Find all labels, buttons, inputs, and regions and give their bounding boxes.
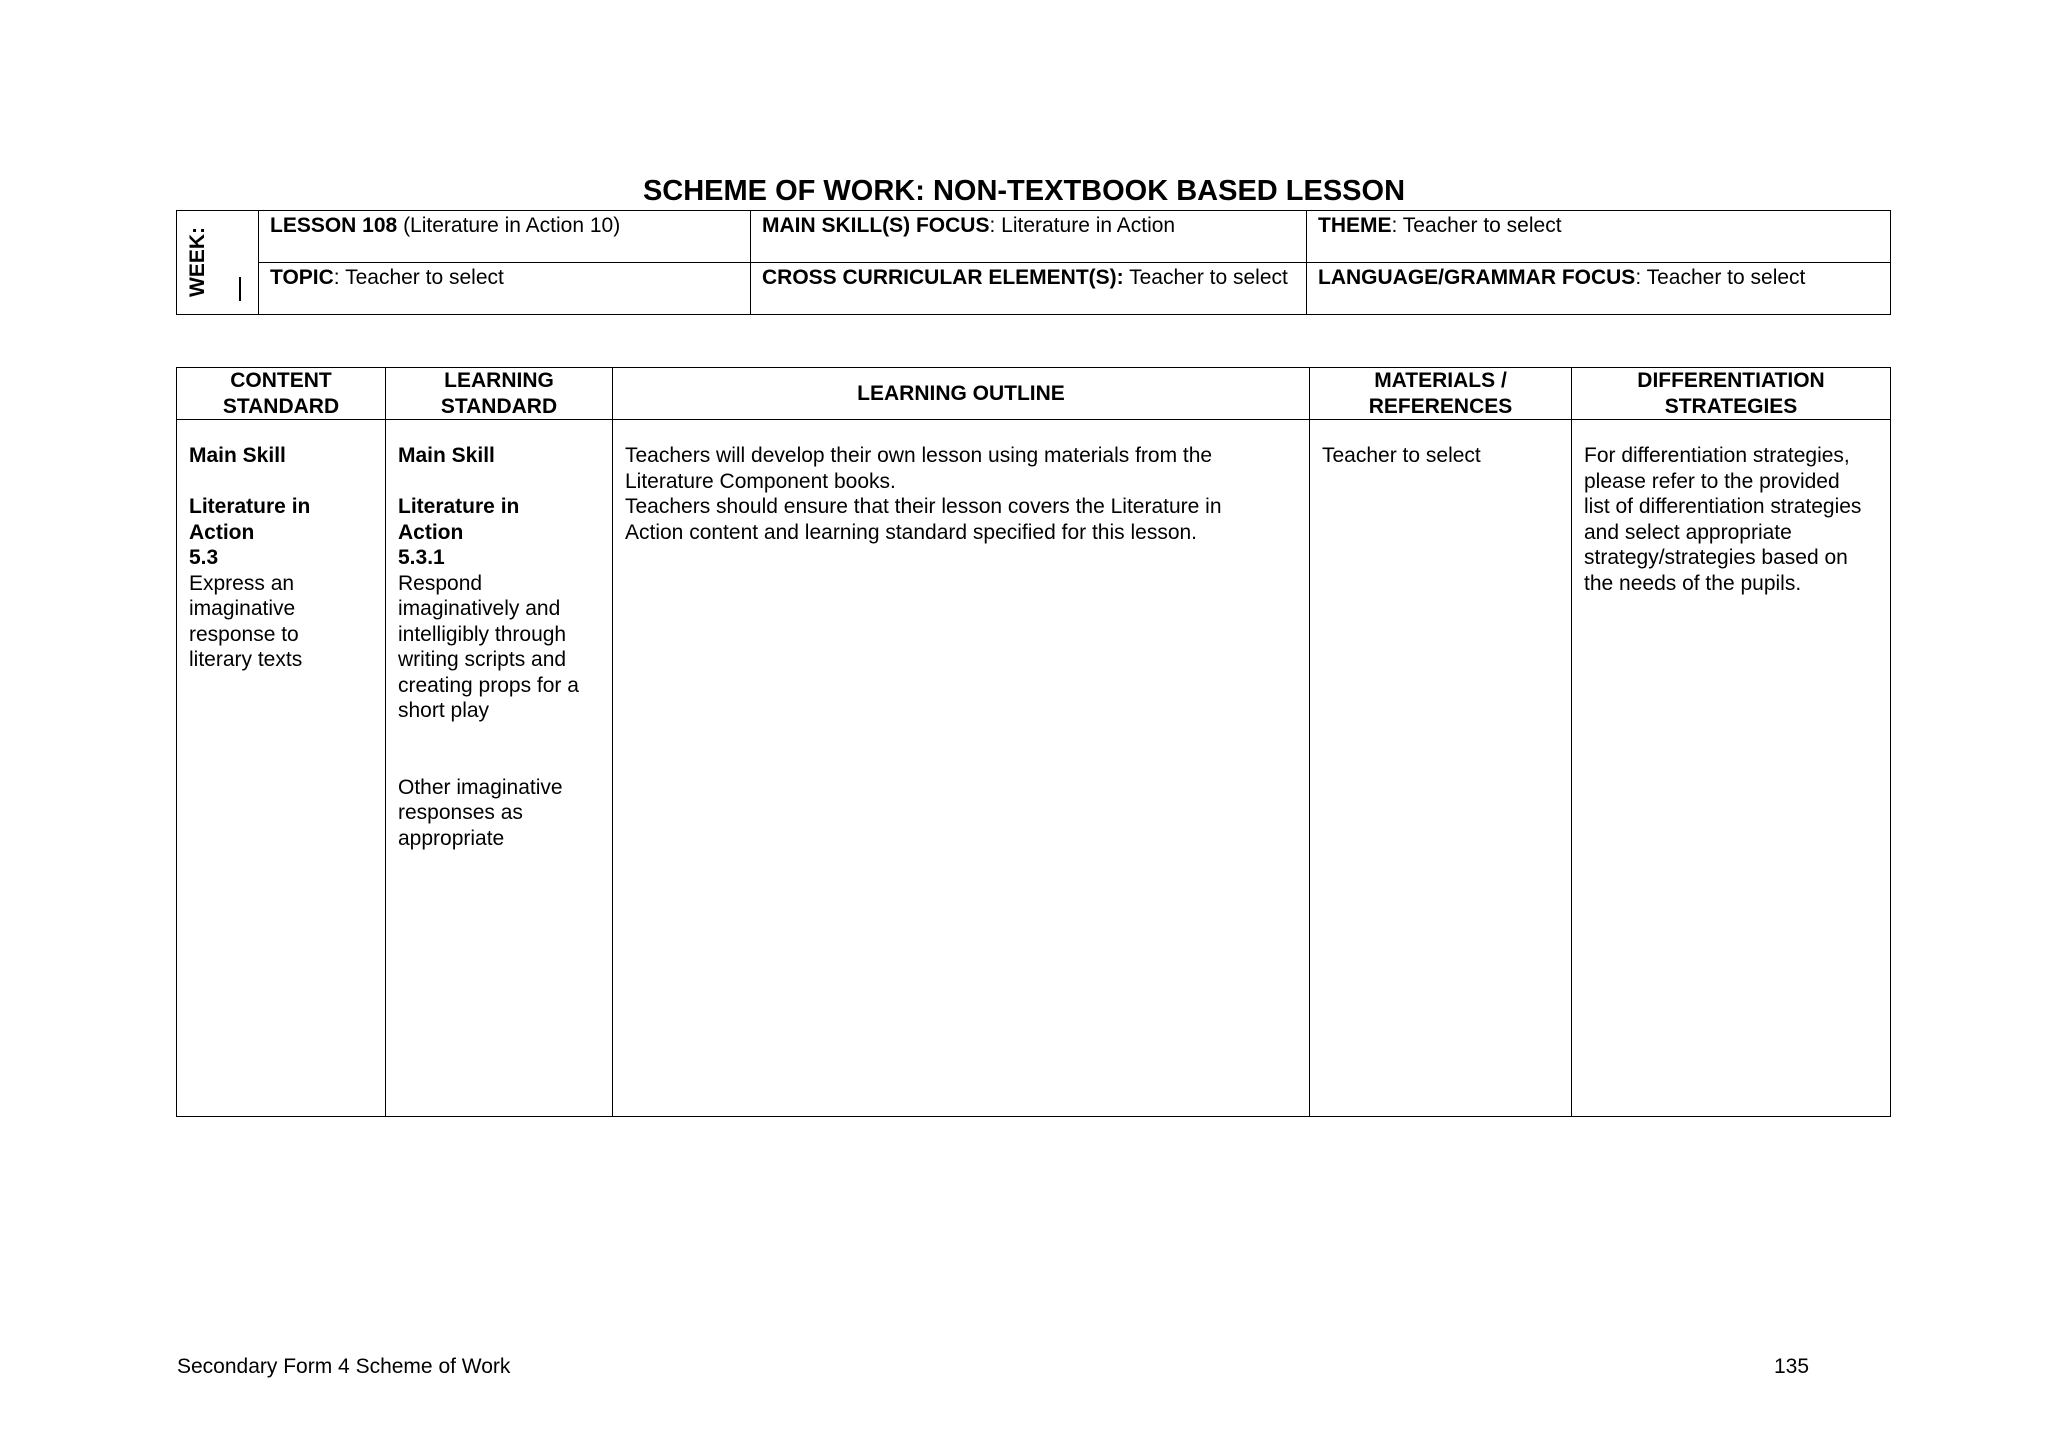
content-standard-cell: Main Skill Literature in Action 5.3 Express an imaginative response to literary texts	[177, 420, 386, 1117]
page-title: SCHEME OF WORK: NON-TEXTBOOK BASED LESSON	[642, 175, 1406, 207]
cross-curricular-value: Teacher to select	[1123, 266, 1288, 289]
language-focus-cell	[1307, 263, 1891, 315]
column-header-content-standard: CONTENT STANDARD	[177, 368, 386, 420]
lesson-label: LESSON 108	[270, 214, 398, 237]
lesson-plan-table	[176, 367, 1891, 1117]
theme-label: THEME	[1318, 214, 1392, 237]
theme-cell	[1307, 211, 1891, 263]
learning-standard-cell: Main Skill Literature in Action 5.3.1 Respond imaginatively and intelligibly through writing scripts and creating props for a short play Other imaginative responses as appropriate	[386, 420, 613, 1117]
page-number: 135	[1774, 1355, 1810, 1378]
lesson-header-table	[176, 210, 1891, 315]
learning-standard-code: 5.3.1	[398, 546, 445, 569]
content-standard-heading: Main Skill	[189, 444, 286, 467]
differentiation-cell: For differentiation strategies, please refer to the provided list of differentiation strategies and select appropriate strategy/strategies based on the needs of the pupils.	[1572, 420, 1891, 1117]
lesson-cell	[259, 211, 751, 263]
column-header-materials: MATERIALS / REFERENCES	[1310, 368, 1572, 420]
topic-value: : Teacher to select	[333, 266, 504, 289]
week-value-mark	[239, 277, 241, 301]
column-header-learning-outline: LEARNING OUTLINE	[613, 368, 1310, 420]
language-focus-value: : Teacher to select	[1635, 266, 1806, 289]
week-cell	[177, 211, 259, 315]
main-skill-label: MAIN SKILL(S) FOCUS	[762, 214, 990, 237]
topic-cell	[259, 263, 751, 315]
column-header-differentiation: DIFFERENTIATION STRATEGIES	[1572, 368, 1891, 420]
footer-document-name: Secondary Form 4 Scheme of Work	[177, 1355, 511, 1378]
cross-curricular-cell	[751, 263, 1307, 315]
main-skill-value: : Literature in Action	[989, 214, 1176, 237]
cross-curricular-label: CROSS CURRICULAR ELEMENT(S):	[762, 266, 1124, 289]
column-header-learning-standard: LEARNING STANDARD	[386, 368, 613, 420]
week-label: WEEK:	[186, 227, 209, 297]
theme-value: : Teacher to select	[1391, 214, 1562, 237]
content-standard-code: 5.3	[189, 546, 219, 569]
learning-outline-cell: Teachers will develop their own lesson using materials from the Literature Component books. Teachers should ensure that their lesson covers the Literature in Action content and learning standard specified for this lesson.	[613, 420, 1310, 1117]
language-focus-label: LANGUAGE/GRAMMAR FOCUS	[1318, 266, 1636, 289]
main-skill-cell	[751, 211, 1307, 263]
topic-label: TOPIC	[270, 266, 334, 289]
materials-cell: Teacher to select	[1310, 420, 1572, 1117]
learning-standard-heading: Main Skill	[398, 444, 495, 467]
lesson-value: (Literature in Action 10)	[397, 214, 621, 237]
